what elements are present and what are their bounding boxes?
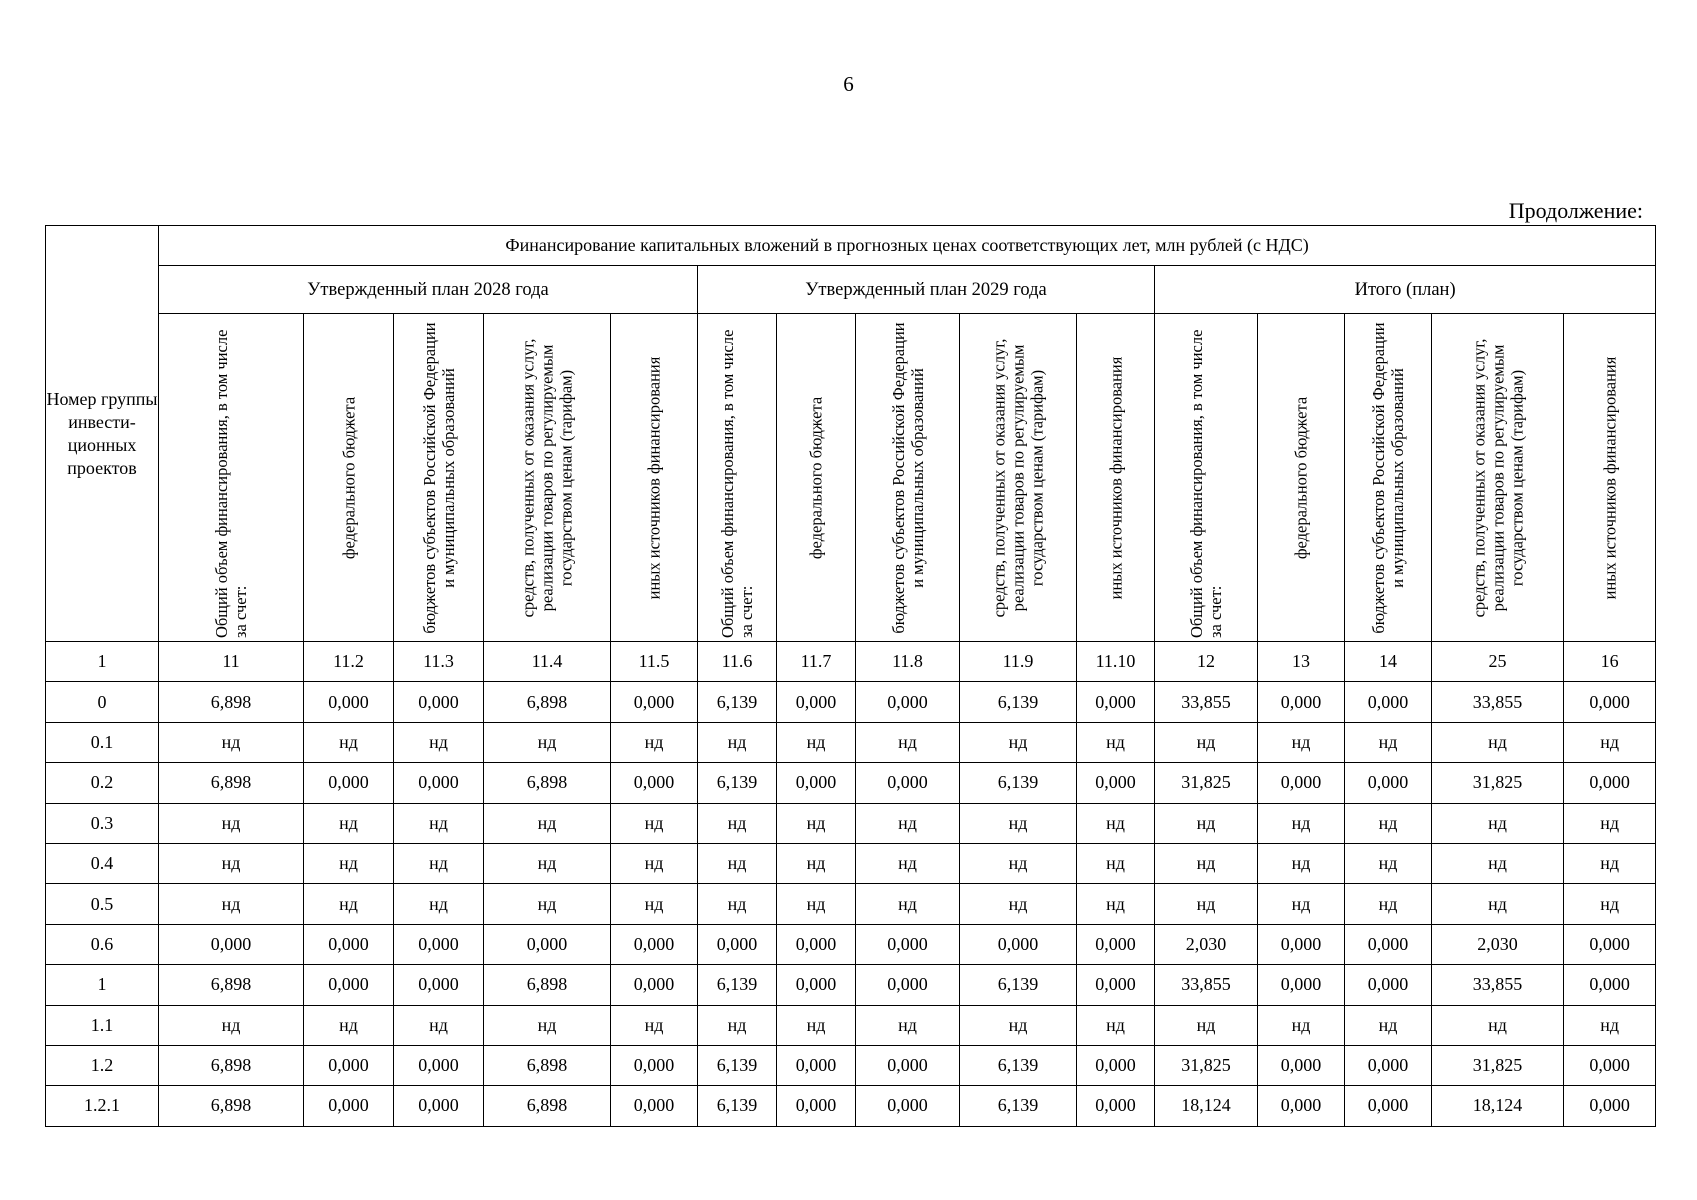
value-cell: нд — [484, 722, 611, 762]
table-row — [46, 1045, 1656, 1085]
value-cell: нд — [484, 1005, 611, 1045]
value-cell: 0,000 — [304, 1045, 394, 1085]
value-cell: 31,825 — [1432, 1045, 1564, 1085]
value-cell: 6,139 — [960, 965, 1077, 1005]
value-cell: 0,000 — [1345, 682, 1432, 722]
subcolumn-header-2028-2 — [304, 314, 394, 642]
value-cell: 0,000 — [777, 1086, 856, 1126]
value-cell: нд — [394, 1005, 484, 1045]
value-cell: нд — [1345, 722, 1432, 762]
value-cell: 0,000 — [1564, 924, 1656, 964]
table-row — [46, 924, 1656, 964]
column-number: 11.7 — [777, 642, 856, 682]
value-cell: 6,898 — [484, 682, 611, 722]
value-cell: нд — [1258, 1005, 1345, 1045]
value-cell: 6,139 — [960, 682, 1077, 722]
value-cell: 0,000 — [1345, 1045, 1432, 1085]
table-row — [46, 965, 1656, 1005]
value-cell: 6,139 — [960, 1045, 1077, 1085]
value-cell: нд — [611, 803, 698, 843]
value-cell: 0,000 — [304, 763, 394, 803]
financing-table — [45, 225, 1656, 1127]
table-row — [46, 803, 1656, 843]
group-number-cell: 0 — [46, 682, 159, 722]
value-cell: 0,000 — [856, 1086, 960, 1126]
period-header-total: Итого (план) — [1155, 266, 1656, 314]
value-cell: 6,898 — [484, 965, 611, 1005]
column-number: 11.6 — [698, 642, 777, 682]
value-cell: нд — [159, 843, 304, 883]
value-cell: 6,898 — [159, 1086, 304, 1126]
value-cell: нд — [698, 722, 777, 762]
value-cell: 0,000 — [484, 924, 611, 964]
subcolumn-label: федерального бюджета — [806, 396, 826, 559]
subcolumn-header-2029-5 — [1077, 314, 1155, 642]
value-cell: нд — [611, 1005, 698, 1045]
value-cell: нд — [1345, 843, 1432, 883]
value-cell: 0,000 — [394, 924, 484, 964]
value-cell: нд — [777, 843, 856, 883]
value-cell: 0,000 — [304, 965, 394, 1005]
value-cell: 0,000 — [777, 763, 856, 803]
value-cell: нд — [1155, 1005, 1258, 1045]
value-cell: нд — [304, 1005, 394, 1045]
subcolumn-label: бюджетов субъектов Российской Федерации и муниципальных образований — [888, 321, 927, 634]
column-number: 11.8 — [856, 642, 960, 682]
value-cell: нд — [960, 1005, 1077, 1045]
subcolumn-label: средств, полученных от оказания услуг, реализации товаров по регулируемым государством ценам (тарифам) — [989, 338, 1047, 617]
value-cell: 31,825 — [1155, 763, 1258, 803]
value-cell: нд — [159, 884, 304, 924]
subcolumn-label: иных источников финансирования — [1106, 356, 1125, 599]
column-number: 11.4 — [484, 642, 611, 682]
subcolumn-header-total-1 — [1155, 314, 1258, 642]
value-cell: 0,000 — [1258, 1086, 1345, 1126]
value-cell: нд — [611, 884, 698, 924]
value-cell: 6,139 — [960, 763, 1077, 803]
value-cell: 0,000 — [304, 682, 394, 722]
financing-header: Финансирование капитальных вложений в прогнозных ценах соответствующих лет, млн рублей (с НДС) — [159, 226, 1656, 266]
column-number: 11 — [159, 642, 304, 682]
group-number-cell: 1.1 — [46, 1005, 159, 1045]
value-cell: нд — [1077, 722, 1155, 762]
group-number-cell: 1.2 — [46, 1045, 159, 1085]
value-cell: нд — [1155, 843, 1258, 883]
value-cell: нд — [1258, 884, 1345, 924]
value-cell: нд — [960, 884, 1077, 924]
value-cell: 6,139 — [960, 1086, 1077, 1126]
group-number-cell: 0.5 — [46, 884, 159, 924]
value-cell: нд — [1077, 803, 1155, 843]
subcolumn-label: средств, полученных от оказания услуг, реализации товаров по регулируемым государством ценам (тарифам) — [518, 338, 576, 617]
value-cell: нд — [856, 843, 960, 883]
value-cell: 0,000 — [777, 1045, 856, 1085]
value-cell: нд — [856, 803, 960, 843]
value-cell: 0,000 — [611, 1045, 698, 1085]
value-cell: нд — [1077, 884, 1155, 924]
value-cell: нд — [611, 843, 698, 883]
value-cell: 0,000 — [1345, 924, 1432, 964]
value-cell: 0,000 — [1077, 682, 1155, 722]
value-cell: нд — [394, 884, 484, 924]
value-cell: 31,825 — [1432, 763, 1564, 803]
value-cell: 6,898 — [159, 682, 304, 722]
value-cell: нд — [1155, 803, 1258, 843]
value-cell: нд — [394, 722, 484, 762]
group-number-cell: 1.2.1 — [46, 1086, 159, 1126]
value-cell: нд — [1564, 884, 1656, 924]
value-cell: 0,000 — [1077, 1086, 1155, 1126]
subcolumn-label: иных источников финансирования — [1600, 356, 1620, 599]
value-cell: нд — [856, 1005, 960, 1045]
value-cell: 0,000 — [1564, 763, 1656, 803]
value-cell: 0,000 — [1564, 1086, 1656, 1126]
value-cell: 0,000 — [394, 682, 484, 722]
value-cell: 2,030 — [1155, 924, 1258, 964]
value-cell: нд — [1258, 803, 1345, 843]
subcolumn-label: федерального бюджета — [1291, 396, 1311, 559]
value-cell: 6,898 — [159, 1045, 304, 1085]
value-cell: 0,000 — [1077, 763, 1155, 803]
subcolumn-header-2028-3 — [394, 314, 484, 642]
value-cell: нд — [1258, 843, 1345, 883]
value-cell: нд — [1258, 722, 1345, 762]
value-cell: 0,000 — [856, 1045, 960, 1085]
value-cell: нд — [1155, 722, 1258, 762]
table-row — [46, 763, 1656, 803]
subcolumn-header-total-4 — [1432, 314, 1564, 642]
subcolumn-header-total-2 — [1258, 314, 1345, 642]
value-cell: нд — [304, 843, 394, 883]
table-row — [46, 1005, 1656, 1045]
value-cell: 0,000 — [777, 682, 856, 722]
group-number-cell: 1 — [46, 965, 159, 1005]
subcolumn-label: иных источников финансирования — [644, 356, 664, 599]
value-cell: нд — [304, 722, 394, 762]
value-cell: нд — [698, 884, 777, 924]
value-cell: 0,000 — [856, 965, 960, 1005]
value-cell: нд — [484, 843, 611, 883]
value-cell: 0,000 — [1258, 965, 1345, 1005]
value-cell: нд — [1564, 722, 1656, 762]
column-number: 25 — [1432, 642, 1564, 682]
value-cell: 6,139 — [698, 965, 777, 1005]
continuation-label: Продолжение: — [1508, 198, 1643, 223]
value-cell: 33,855 — [1155, 682, 1258, 722]
value-cell: 0,000 — [394, 763, 484, 803]
value-cell: 0,000 — [159, 924, 304, 964]
period-header-2028: Утвержденный план 2028 года — [159, 266, 698, 314]
value-cell: нд — [611, 722, 698, 762]
value-cell: 0,000 — [698, 924, 777, 964]
subcolumn-header-2029-4 — [960, 314, 1077, 642]
subcolumn-label: бюджетов субъектов Российской Федерации и муниципальных образований — [419, 321, 458, 634]
subcolumn-header-2028-1 — [159, 314, 304, 642]
group-number-cell: 0.2 — [46, 763, 159, 803]
page-number: 6 — [843, 72, 854, 96]
group-number-cell: 0.3 — [46, 803, 159, 843]
value-cell: нд — [1564, 843, 1656, 883]
value-cell: нд — [1345, 884, 1432, 924]
value-cell: 31,825 — [1155, 1045, 1258, 1085]
value-cell: нд — [1345, 803, 1432, 843]
subcolumn-label: Общий объем финансирования, в том числе за счет: — [212, 329, 250, 638]
value-cell: 0,000 — [611, 1086, 698, 1126]
subcolumn-label: бюджетов субъектов Российской Федерации и муниципальных образований — [1369, 321, 1407, 634]
subcolumn-label: средств, полученных от оказания услуг, реализации товаров по регулируемым государством ценам (тарифам) — [1469, 338, 1526, 617]
column-number: 1 — [46, 642, 159, 682]
value-cell: 33,855 — [1432, 965, 1564, 1005]
value-cell: 2,030 — [1432, 924, 1564, 964]
subcolumn-header-2028-4 — [484, 314, 611, 642]
group-number-cell: 0.1 — [46, 722, 159, 762]
group-number-cell: 0.4 — [46, 843, 159, 883]
value-cell: 0,000 — [856, 924, 960, 964]
value-cell: 6,898 — [484, 1086, 611, 1126]
subcolumn-header-2029-2 — [777, 314, 856, 642]
value-cell: нд — [1155, 884, 1258, 924]
value-cell: нд — [1564, 1005, 1656, 1045]
value-cell: 0,000 — [1077, 965, 1155, 1005]
group-number-header: Номер группы инвести-ционных проектов — [46, 226, 159, 642]
value-cell: нд — [1432, 884, 1564, 924]
value-cell: 0,000 — [1077, 924, 1155, 964]
value-cell: нд — [777, 722, 856, 762]
value-cell: 6,139 — [698, 1086, 777, 1126]
period-header-2029: Утвержденный план 2029 года — [698, 266, 1155, 314]
subcolumn-label: Общий объем финансирования, в том числе за счет: — [718, 329, 756, 638]
column-number: 13 — [1258, 642, 1345, 682]
value-cell: 0,000 — [856, 682, 960, 722]
value-cell: 0,000 — [1345, 965, 1432, 1005]
column-number: 11.3 — [394, 642, 484, 682]
value-cell: 0,000 — [1258, 924, 1345, 964]
subcolumn-header-2029-3 — [856, 314, 960, 642]
value-cell: 0,000 — [304, 1086, 394, 1126]
value-cell: нд — [1077, 843, 1155, 883]
value-cell: 0,000 — [394, 965, 484, 1005]
column-number: 11.9 — [960, 642, 1077, 682]
value-cell: нд — [960, 722, 1077, 762]
value-cell: нд — [960, 803, 1077, 843]
value-cell: нд — [856, 722, 960, 762]
value-cell: нд — [394, 803, 484, 843]
value-cell: 0,000 — [394, 1045, 484, 1085]
column-number: 11.2 — [304, 642, 394, 682]
value-cell: нд — [1564, 803, 1656, 843]
value-cell: нд — [777, 803, 856, 843]
value-cell: 0,000 — [1564, 1045, 1656, 1085]
column-number: 11.10 — [1077, 642, 1155, 682]
value-cell: нд — [304, 803, 394, 843]
value-cell: 0,000 — [304, 924, 394, 964]
value-cell: 0,000 — [611, 763, 698, 803]
subcolumn-header-total-3 — [1345, 314, 1432, 642]
value-cell: 6,139 — [698, 763, 777, 803]
value-cell: нд — [777, 884, 856, 924]
value-cell: нд — [698, 1005, 777, 1045]
column-number: 16 — [1564, 642, 1656, 682]
value-cell: нд — [394, 843, 484, 883]
value-cell: 0,000 — [1345, 1086, 1432, 1126]
subcolumn-header-2028-5 — [611, 314, 698, 642]
value-cell: нд — [1432, 803, 1564, 843]
value-cell: 0,000 — [1564, 682, 1656, 722]
value-cell: нд — [1077, 1005, 1155, 1045]
table-row — [46, 722, 1656, 762]
column-number: 12 — [1155, 642, 1258, 682]
table-row — [46, 1086, 1656, 1126]
value-cell: 6,139 — [698, 1045, 777, 1085]
subcolumn-header-total-5 — [1564, 314, 1656, 642]
group-number-cell: 0.6 — [46, 924, 159, 964]
subcolumn-label: Общий объем финансирования, в том числе за счет: — [1187, 329, 1225, 638]
value-cell: нд — [484, 803, 611, 843]
value-cell: нд — [777, 1005, 856, 1045]
subcolumn-header-2029-1 — [698, 314, 777, 642]
value-cell: 6,898 — [159, 965, 304, 1005]
value-cell: 0,000 — [1258, 763, 1345, 803]
value-cell: нд — [698, 843, 777, 883]
value-cell: нд — [856, 884, 960, 924]
value-cell: 0,000 — [394, 1086, 484, 1126]
subcolumn-label: федерального бюджета — [339, 396, 358, 559]
value-cell: 18,124 — [1155, 1086, 1258, 1126]
value-cell: 33,855 — [1155, 965, 1258, 1005]
value-cell: нд — [1432, 722, 1564, 762]
value-cell: 6,898 — [484, 763, 611, 803]
value-cell: 6,898 — [484, 1045, 611, 1085]
value-cell: 0,000 — [1258, 1045, 1345, 1085]
value-cell: нд — [159, 803, 304, 843]
value-cell: 0,000 — [777, 924, 856, 964]
value-cell: 0,000 — [856, 763, 960, 803]
value-cell: 0,000 — [611, 965, 698, 1005]
value-cell: нд — [159, 1005, 304, 1045]
value-cell: нд — [698, 803, 777, 843]
value-cell: 0,000 — [1345, 763, 1432, 803]
value-cell: 0,000 — [777, 965, 856, 1005]
value-cell: нд — [159, 722, 304, 762]
value-cell: 18,124 — [1432, 1086, 1564, 1126]
value-cell: 0,000 — [1258, 682, 1345, 722]
value-cell: 0,000 — [1077, 1045, 1155, 1085]
value-cell: 6,139 — [698, 682, 777, 722]
value-cell: нд — [484, 884, 611, 924]
value-cell: нд — [1432, 843, 1564, 883]
table-row — [46, 884, 1656, 924]
value-cell: 0,000 — [960, 924, 1077, 964]
value-cell: 0,000 — [611, 682, 698, 722]
table-row — [46, 682, 1656, 722]
column-number: 11.5 — [611, 642, 698, 682]
value-cell: нд — [1345, 1005, 1432, 1045]
value-cell: нд — [1432, 1005, 1564, 1045]
table-row — [46, 843, 1656, 883]
column-number: 14 — [1345, 642, 1432, 682]
value-cell: 33,855 — [1432, 682, 1564, 722]
value-cell: 6,898 — [159, 763, 304, 803]
value-cell: 0,000 — [611, 924, 698, 964]
value-cell: нд — [304, 884, 394, 924]
value-cell: нд — [960, 843, 1077, 883]
value-cell: 0,000 — [1564, 965, 1656, 1005]
